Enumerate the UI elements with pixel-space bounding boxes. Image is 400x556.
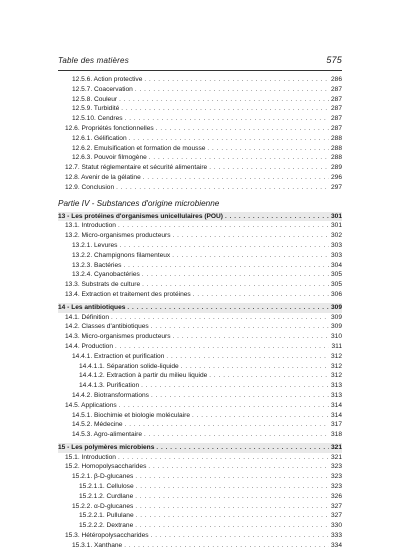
toc-group-15 (58, 453, 342, 551)
toc-entry-label: 15.2.2.1. Pullulane (79, 512, 134, 520)
toc-entry-page: 306 (330, 290, 342, 298)
toc-entry-label: 15.2.2.2. Dextrane (79, 522, 134, 530)
toc-entry[interactable] (58, 362, 342, 372)
dot-leader (118, 221, 329, 231)
toc-entry[interactable] (58, 153, 342, 163)
toc-entry-page: 309 (330, 313, 342, 321)
toc-entry[interactable] (58, 492, 342, 502)
toc-entry-page: 305 (330, 271, 342, 279)
dot-leader (209, 163, 329, 173)
toc-entry-label: 13.2. Micro-organismes producteurs (65, 232, 171, 240)
dot-leader (156, 124, 329, 134)
toc-group-13 (58, 221, 342, 299)
toc-entry[interactable] (58, 401, 342, 411)
toc-entry-page: 334 (330, 541, 342, 549)
toc-entry[interactable] (58, 531, 342, 541)
toc-entry-page: 305 (330, 281, 342, 289)
toc-entry-label: 14.5.3. Agro-alimentaire (72, 431, 143, 439)
toc-entry-page: 297 (330, 183, 342, 191)
dot-leader (135, 521, 329, 531)
toc-entry-page: 289 (330, 164, 342, 172)
toc-entry-page: 309 (330, 323, 342, 331)
toc-entry[interactable] (58, 371, 342, 381)
toc-entry-label: 13.2.1. Levures (72, 241, 118, 249)
toc-entry-page: 321 (330, 453, 342, 461)
toc-entry-label: 12.8. Avenir de la gélatine (65, 173, 141, 181)
header-rule (58, 70, 342, 71)
toc-entry[interactable] (58, 322, 342, 332)
toc-entry-page: 327 (330, 502, 342, 510)
toc-entry[interactable] (58, 261, 342, 271)
header-title: Table des matières (58, 56, 129, 65)
dot-leader (156, 443, 329, 453)
dot-leader (119, 95, 329, 105)
dot-leader (119, 401, 329, 411)
toc-entry-page: 313 (330, 391, 342, 399)
toc-entry[interactable] (58, 332, 342, 342)
dot-leader (136, 511, 329, 521)
toc-entry-page: 287 (330, 95, 342, 103)
toc-entry[interactable] (58, 85, 342, 95)
toc-entry-label: 15.2.2. α-D-glucanes (72, 502, 134, 510)
dot-leader (136, 482, 329, 492)
toc-entry-page: 287 (330, 115, 342, 123)
dot-leader (115, 342, 329, 352)
toc-entry-page: 312 (330, 352, 342, 360)
dot-leader (142, 280, 329, 290)
toc-group-14 (58, 313, 342, 440)
toc-entry-label: 12.7. Statut réglementaire et sécurité alimentaire (65, 164, 208, 172)
toc-entry-label: 13.2.4. Cyanobactéries (72, 271, 140, 279)
toc-entry-page: 303 (330, 251, 342, 259)
toc-entry-label: 12.5.10. Cendres (72, 115, 123, 123)
toc-entry[interactable] (58, 381, 342, 391)
toc-entry-page: 287 (330, 124, 342, 132)
toc-chapter-14[interactable] (58, 303, 342, 313)
toc-entry-label: 14.4.1.1. Séparation solide-liquide (79, 362, 179, 370)
dot-leader (144, 430, 329, 440)
toc-entry-page: 287 (330, 105, 342, 113)
toc-entry[interactable] (58, 430, 342, 440)
toc-entry-label: 15.2. Homopolysaccharides (65, 463, 147, 471)
chapter-page: 301 (330, 212, 342, 220)
dot-leader (173, 231, 329, 241)
toc-entry-label: 15.2.1.2. Curdlane (79, 492, 134, 500)
dot-leader (173, 332, 329, 342)
toc-entry[interactable] (58, 231, 342, 241)
toc-entry-label: 14.4.1. Extraction et purification (72, 352, 165, 360)
toc-entry-page: 323 (330, 473, 342, 481)
toc-entry-label: 12.6.3. Pouvoir filmogène (72, 154, 147, 162)
toc-entry[interactable] (58, 221, 342, 231)
dot-leader (149, 153, 329, 163)
dot-leader (111, 313, 329, 323)
chapter-label: 15 - Les polymères microbiens (58, 443, 155, 451)
dot-leader (143, 173, 329, 183)
dot-leader (207, 144, 329, 154)
dot-leader (148, 462, 329, 472)
toc-entry[interactable] (58, 270, 342, 280)
toc-entry[interactable] (58, 342, 342, 352)
toc-entry[interactable] (58, 75, 342, 85)
toc-entry-page: 317 (330, 421, 342, 429)
dot-leader (121, 104, 329, 114)
toc-entry-label: 14.4. Production (65, 342, 114, 350)
toc-entry-label: 15.3. Hétéropolysaccharides (65, 532, 149, 540)
toc-entry-label: 14.5.2. Médecine (72, 421, 123, 429)
toc-entry-label: 14.3. Micro-organismes producteurs (65, 333, 171, 341)
toc-entry-page: 304 (330, 261, 342, 269)
toc-entry-label: 13.2.2. Champignons filamenteux (72, 251, 171, 259)
toc-entry-label: 14.2. Classes d'antibiotiques (65, 323, 149, 331)
toc-entry-page: 323 (330, 483, 342, 491)
toc-entry[interactable] (58, 114, 342, 124)
toc-entry[interactable] (58, 482, 342, 492)
toc-entry[interactable] (58, 462, 342, 472)
toc-entry-label: 12.6.1. Gélification (72, 134, 127, 142)
toc-entry-label: 12.5.8. Couleur (72, 95, 118, 103)
dot-leader (172, 251, 329, 261)
toc-entry[interactable] (58, 541, 342, 551)
toc-chapter-13[interactable] (58, 212, 342, 222)
chapter-label: 13 - Les protéines d'organismes unicellulaires (POU) (58, 212, 223, 220)
toc-entry-label: 12.5.9. Turbidité (72, 105, 120, 113)
dot-leader (151, 322, 329, 332)
dot-leader (151, 531, 329, 541)
toc-entry-page: 287 (330, 85, 342, 93)
dot-leader (193, 290, 329, 300)
toc-entry[interactable] (58, 124, 342, 134)
toc-entry-page: 333 (330, 532, 342, 540)
toc-entry-page: 303 (330, 241, 342, 249)
toc-entry[interactable] (58, 391, 342, 401)
toc-entry-page: 313 (330, 382, 342, 390)
toc-entry-page: 314 (330, 411, 342, 419)
toc-entry-label: 14.1. Définition (65, 313, 109, 321)
dot-leader (181, 362, 329, 372)
running-header (58, 55, 342, 69)
toc-entry[interactable] (58, 352, 342, 362)
toc-entry-label: 12.5.6. Action protective (72, 76, 143, 83)
dot-leader (225, 212, 329, 222)
toc-entry[interactable] (58, 290, 342, 300)
toc-entry-page: 296 (330, 173, 342, 181)
part-title: Partie IV - Substances d'origine microbienne (58, 198, 220, 208)
toc-group-12 (58, 75, 342, 193)
toc-entry-label: 12.6. Propriétés fonctionnelles (65, 124, 154, 132)
toc-entry-page: 327 (330, 512, 342, 520)
toc-entry-label: 13.1. Introduction (65, 222, 116, 230)
toc-entry-page: 312 (330, 362, 342, 370)
dot-leader (119, 241, 329, 251)
toc-entry-label: 12.6.2. Emulsification et formation de mousse (72, 144, 206, 152)
toc-entry-page: 310 (330, 333, 342, 341)
toc-entry-page: 286 (330, 76, 342, 83)
table-of-contents (58, 75, 342, 551)
dot-leader (141, 381, 329, 391)
dot-leader (124, 541, 329, 551)
toc-entry-page: 302 (330, 232, 342, 240)
dot-leader (125, 114, 329, 124)
toc-entry-page: 288 (330, 134, 342, 142)
toc-entry-page: 314 (330, 401, 342, 409)
toc-entry[interactable] (58, 134, 342, 144)
toc-entry-page: 323 (330, 463, 342, 471)
dot-leader (123, 261, 329, 271)
dot-leader (116, 183, 329, 193)
toc-entry[interactable] (58, 411, 342, 421)
toc-entry-page: 301 (330, 222, 342, 230)
dot-leader (135, 85, 329, 95)
toc-entry-label: 12.9. Conclusion (65, 183, 115, 191)
toc-entry-page: 288 (330, 144, 342, 152)
toc-entry[interactable] (58, 95, 342, 105)
toc-entry[interactable] (58, 104, 342, 114)
toc-entry-label: 13.3. Substrats de culture (65, 281, 141, 289)
dot-leader (135, 472, 329, 482)
toc-entry[interactable] (58, 420, 342, 430)
toc-entry[interactable] (58, 313, 342, 323)
dot-leader (144, 75, 329, 85)
toc-entry-page: 330 (330, 522, 342, 530)
toc-entry[interactable] (58, 472, 342, 482)
toc-entry[interactable] (58, 173, 342, 183)
toc-entry[interactable] (58, 183, 342, 193)
chapter-page: 309 (330, 303, 342, 311)
chapter-page: 321 (330, 443, 342, 451)
dot-leader (151, 391, 329, 401)
toc-entry-label: 15.2.1. β-D-glucanes (72, 473, 134, 481)
toc-entry[interactable] (58, 144, 342, 154)
dot-leader (135, 502, 329, 512)
toc-entry-page: 318 (330, 431, 342, 439)
toc-entry-label: 15.3.1. Xanthane (72, 541, 123, 549)
dot-leader (127, 303, 329, 313)
dot-leader (135, 492, 329, 502)
toc-entry[interactable] (58, 163, 342, 173)
toc-entry[interactable] (58, 521, 342, 531)
dot-leader (129, 134, 329, 144)
toc-entry-page: 312 (330, 372, 342, 380)
toc-entry-label: 13.2.3. Bactéries (72, 261, 122, 269)
toc-chapter-15[interactable] (58, 443, 342, 453)
dot-leader (166, 352, 329, 362)
chapter-label: 14 - Les antibiotiques (58, 303, 126, 311)
toc-entry-label: 14.4.2. Biotransformations (72, 391, 149, 399)
toc-entry-label: 15.1. Introduction (65, 453, 116, 461)
toc-entry-page: 326 (330, 492, 342, 500)
toc-entry[interactable] (58, 502, 342, 512)
toc-entry-label: 14.5. Applications (65, 401, 117, 409)
header-page-number: 575 (326, 55, 342, 65)
toc-entry-label: 13.4. Extraction et traitement des protéines (65, 290, 191, 298)
dot-leader (118, 453, 329, 463)
toc-entry[interactable] (58, 511, 342, 521)
dot-leader (125, 420, 329, 430)
dot-leader (142, 270, 329, 280)
toc-entry-label: 12.5.7. Coacervation (72, 85, 133, 93)
toc-entry-label: 14.4.1.3. Purification (79, 382, 140, 390)
toc-entry-label: 14.4.1.2. Extraction à partir du milieu liquide (79, 372, 208, 380)
toc-entry[interactable] (58, 453, 342, 463)
toc-entry-page: 288 (330, 154, 342, 162)
toc-entry[interactable] (58, 251, 342, 261)
toc-entry-page: 311 (331, 342, 342, 350)
dot-leader (192, 411, 329, 421)
toc-entry-label: 15.2.1.1. Cellulose (79, 483, 134, 491)
dot-leader (209, 371, 329, 381)
toc-entry-label: 14.5.1. Biochimie et biologie moléculaire (72, 411, 191, 419)
toc-entry[interactable] (58, 280, 342, 290)
toc-entry[interactable] (58, 241, 342, 251)
